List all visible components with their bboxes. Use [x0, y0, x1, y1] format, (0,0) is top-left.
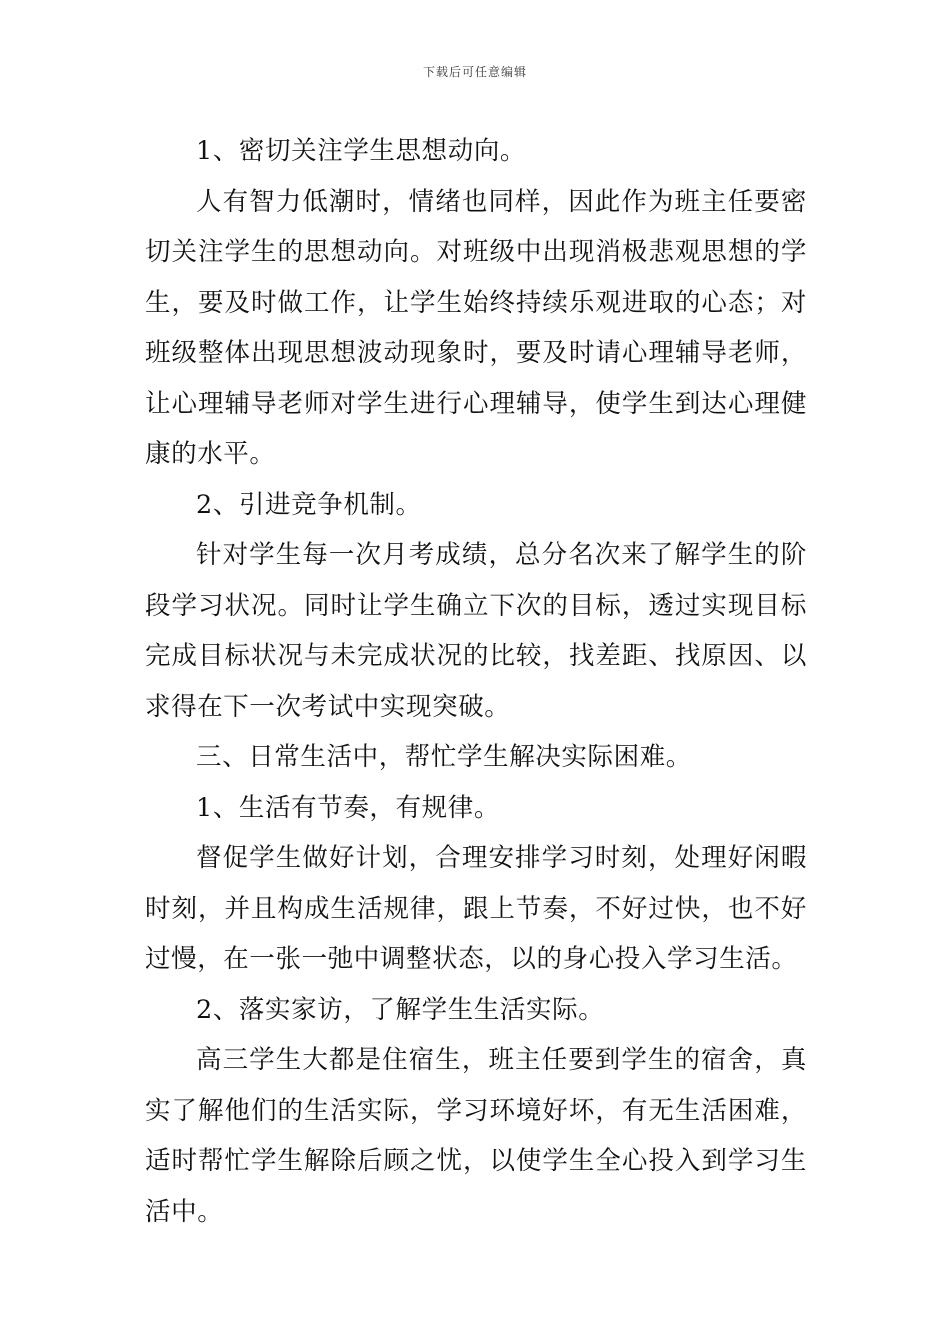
paragraph-competition-mechanism: 针对学生每一次月考成绩，总分名次来了解学生的阶段学习状况。同时让学生确立下次的目标，透过实现目标完成目标状况与未完成状况的比较，找差距、找原因、以求得在下一次考试中实现突破。	[145, 540, 807, 722]
paragraph-follow-students-thoughts: 人有智力低潮时，情绪也同样，因此作为班主任要密切关注学生的思想动向。对班级中出现消极悲观思想的学生，要及时做工作，让学生始终持续乐观进取的心态；对班级整体出现思想波动现象时，要及时请心理辅导老师，让心理辅导老师对学生进行心理辅导，使学生到达心理健康的水平。	[145, 186, 807, 469]
heading-2-home-visits: 2、落实家访，了解学生生活实际。	[196, 994, 605, 1025]
heading-2-competition-mechanism: 2、引进竞争机制。	[196, 489, 422, 520]
document-body	[145, 126, 807, 1237]
page-header: 下载后可任意编辑	[422, 65, 527, 79]
paragraph-life-rhythm: 督促学生做好计划，合理安排学习时刻，处理好闲暇时刻，并且构成生活规律，跟上节奏，不好过快，也不好过慢，在一张一弛中调整状态，以的身心投入学习生活。	[145, 843, 807, 974]
heading-1-follow-students-thoughts: 1、密切关注学生思想动向。	[196, 136, 527, 166]
paragraph-home-visits: 高三学生大都是住宿生，班主任要到学生的宿舍，真实了解他们的生活实际，学习环境好坏，有无生活困难，适时帮忙学生解除后顾之忧，以使学生全心投入到学习生活中。	[145, 1045, 807, 1227]
heading-1-life-rhythm: 1、生活有节奏，有规律。	[196, 792, 500, 823]
section-heading-daily-life: 三、日常生活中，帮忙学生解决实际困难。	[196, 742, 692, 772]
